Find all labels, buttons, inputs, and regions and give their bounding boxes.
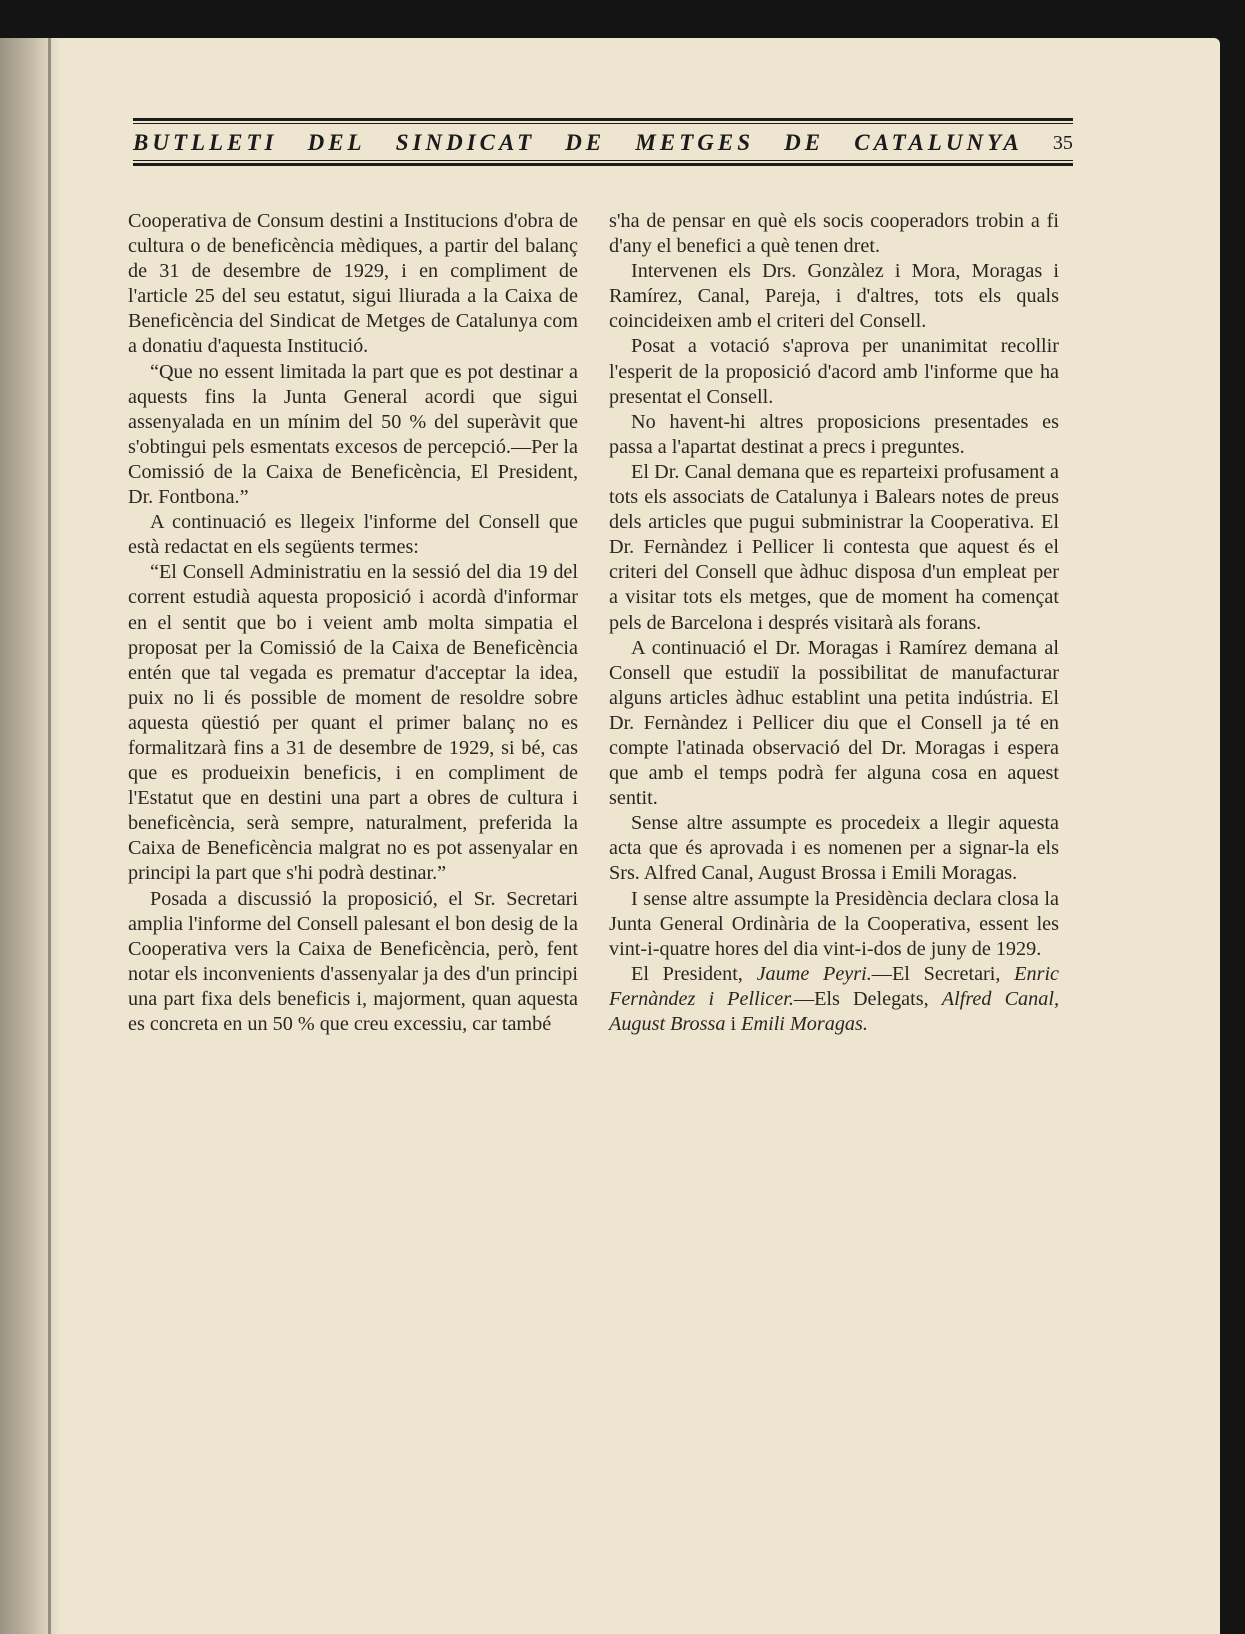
header-word: DE: [565, 130, 606, 155]
delegate-names: Alfred Canal, August Brossa: [609, 987, 1059, 1035]
paragraph: “El Consell Administratiu en la sessió del dia 19 del corrent estudià aquesta proposició i acordà d'informar en el sentit que bo i veient amb molta simpatia el proposat per la Comissió de la Caixa de Beneficència entén que tal vegada es prematur d'acceptar la idea, puix no li és possible de moment de resoldre sobre aquesta qüestió per quant el primer balanç no es formalitzarà fins a 31 de desembre de 1929, si bé, cas que es produeixin beneficis, i en compliment de l'Estatut que en destini una part a obres de cultura i beneficència, serà sempre, naturalment, preferida la Caixa de Beneficència malgrat no es pot assenyalar en principi la part que s'hi podrà destinar.”: [128, 561, 578, 885]
paragraph: Intervenen els Drs. Gonzàlez i Mora, Moragas i Ramírez, Canal, Pareja, i d'altres, tots els quals coincideixen amb el criteri del Consell.: [609, 260, 1059, 333]
signature-lead: El President,: [631, 962, 743, 985]
header-word: BUTLLETI: [133, 130, 278, 155]
header-word: DEL: [307, 130, 366, 155]
paragraph: Cooperativa de Consum destini a Institucions d'obra de cultura o de beneficència mèdiques, a partir del balanç de 31 de desembre de 1929, i en compliment de l'article 25 del seu estatut, sigui lliurada a la Caixa de Beneficència del Sindicat de Metges de Catalunya com a donatiu d'aquesta Institució.: [128, 210, 578, 358]
paragraph: I sense altre assumpte la Presidència declara closa la Junta General Ordinària de la Cooperativa, essent les vint-i-quatre hores del dia vint-i-dos de juny de 1929.: [609, 887, 1059, 960]
president-name: Jaume Peyri.: [756, 962, 872, 985]
secretary-label: —El Secretari,: [871, 962, 1001, 985]
header-word: METGES: [635, 130, 754, 155]
running-header: [133, 118, 1073, 166]
paragraph: Posat a votació s'aprova per unanimitat recollir l'esperit de la proposició d'acord amb l'informe que ha presentat el Consell.: [609, 335, 1059, 408]
binding-line: [48, 38, 51, 1634]
paragraph: Posada a discussió la proposició, el Sr. Secretari amplia l'informe del Consell palesant el bon desig de la Cooperativa vers la Caixa de Beneficència, però, fent notar els inconvenients d'assenyalar ja des d'un principi una part fixa dels beneficis i, majorment, quan aquesta es concreta en un 50 % que creu excessiu, car també: [128, 887, 578, 1035]
paragraph: Sense altre assumpte es procedeix a llegir aquesta acta que és aprovada i es nomenen per a signar-la els Srs. Alfred Canal, August Brossa i Emili Moragas.: [609, 812, 1059, 885]
delegates-label: —Els Delegats,: [793, 987, 929, 1010]
paragraph: “Que no essent limitada la part que es pot destinar a aquests fins la Junta General acordi que sigui assenyalada en un mínim del 50 % del superàvit que s'obtingui pels esmentats excesos de percepció.—Per la Comissió de la Caixa de Beneficència, El President, Dr. Fontbona.”: [128, 360, 578, 509]
header-title: [133, 127, 1073, 159]
signature-paragraph: [609, 962, 1059, 1037]
header-rule-top-thin: [133, 123, 1073, 124]
paragraph: No havent-hi altres proposicions presentades es passa a l'apartat destinat a precs i preguntes.: [609, 410, 1059, 458]
paragraph: A continuació es llegeix l'informe del Consell que està redactat en els següents termes:: [128, 511, 578, 559]
conjunction: i: [725, 1013, 742, 1035]
page-number: 35: [1052, 131, 1073, 154]
header-rule-bottom-thin: [133, 160, 1073, 161]
header-rule-bottom: [133, 163, 1073, 166]
paragraph: s'ha de pensar en què els socis cooperadors trobin a fi d'any el benefici a què tenen dret.: [609, 210, 1059, 258]
header-word: SINDICAT: [395, 130, 536, 155]
paragraph: El Dr. Canal demana que es reparteixi profusament a tots els associats de Catalunya i Balears notes de preus dels articles que pugui subministrar la Cooperativa. El Dr. Fernàndez i Pellicer li contesta que aquest és el criteri del Consell que àdhuc disposa d'un empleat per a visitar tots els metges, que de moment ha començat pels de Barcelona i després visitarà als forans.: [609, 460, 1059, 634]
secretary-name: Enric Fernàndez i Pellicer.: [609, 962, 1060, 1010]
header-rule-top: [133, 118, 1073, 121]
document-page: [0, 38, 1220, 1634]
book-spine-shadow: [0, 38, 60, 1634]
header-word: DE: [784, 130, 825, 155]
paragraph: A continuació el Dr. Moragas i Ramírez demana al Consell que estudiï la possibilitat de manufacturar alguns articles àdhuc establint una petita indústria. El Dr. Fernàndez i Pellicer diu que el Consell ja té en compte l'atinada observació del Dr. Moragas i espera que amb el temps podrà fer alguna cosa en aquest sentit.: [609, 636, 1059, 810]
left-column: [128, 209, 578, 1037]
delegate-name-last: Emili Moragas.: [741, 1013, 868, 1035]
header-word: CATALUNYA: [854, 130, 1023, 155]
right-column: [609, 209, 1059, 1037]
